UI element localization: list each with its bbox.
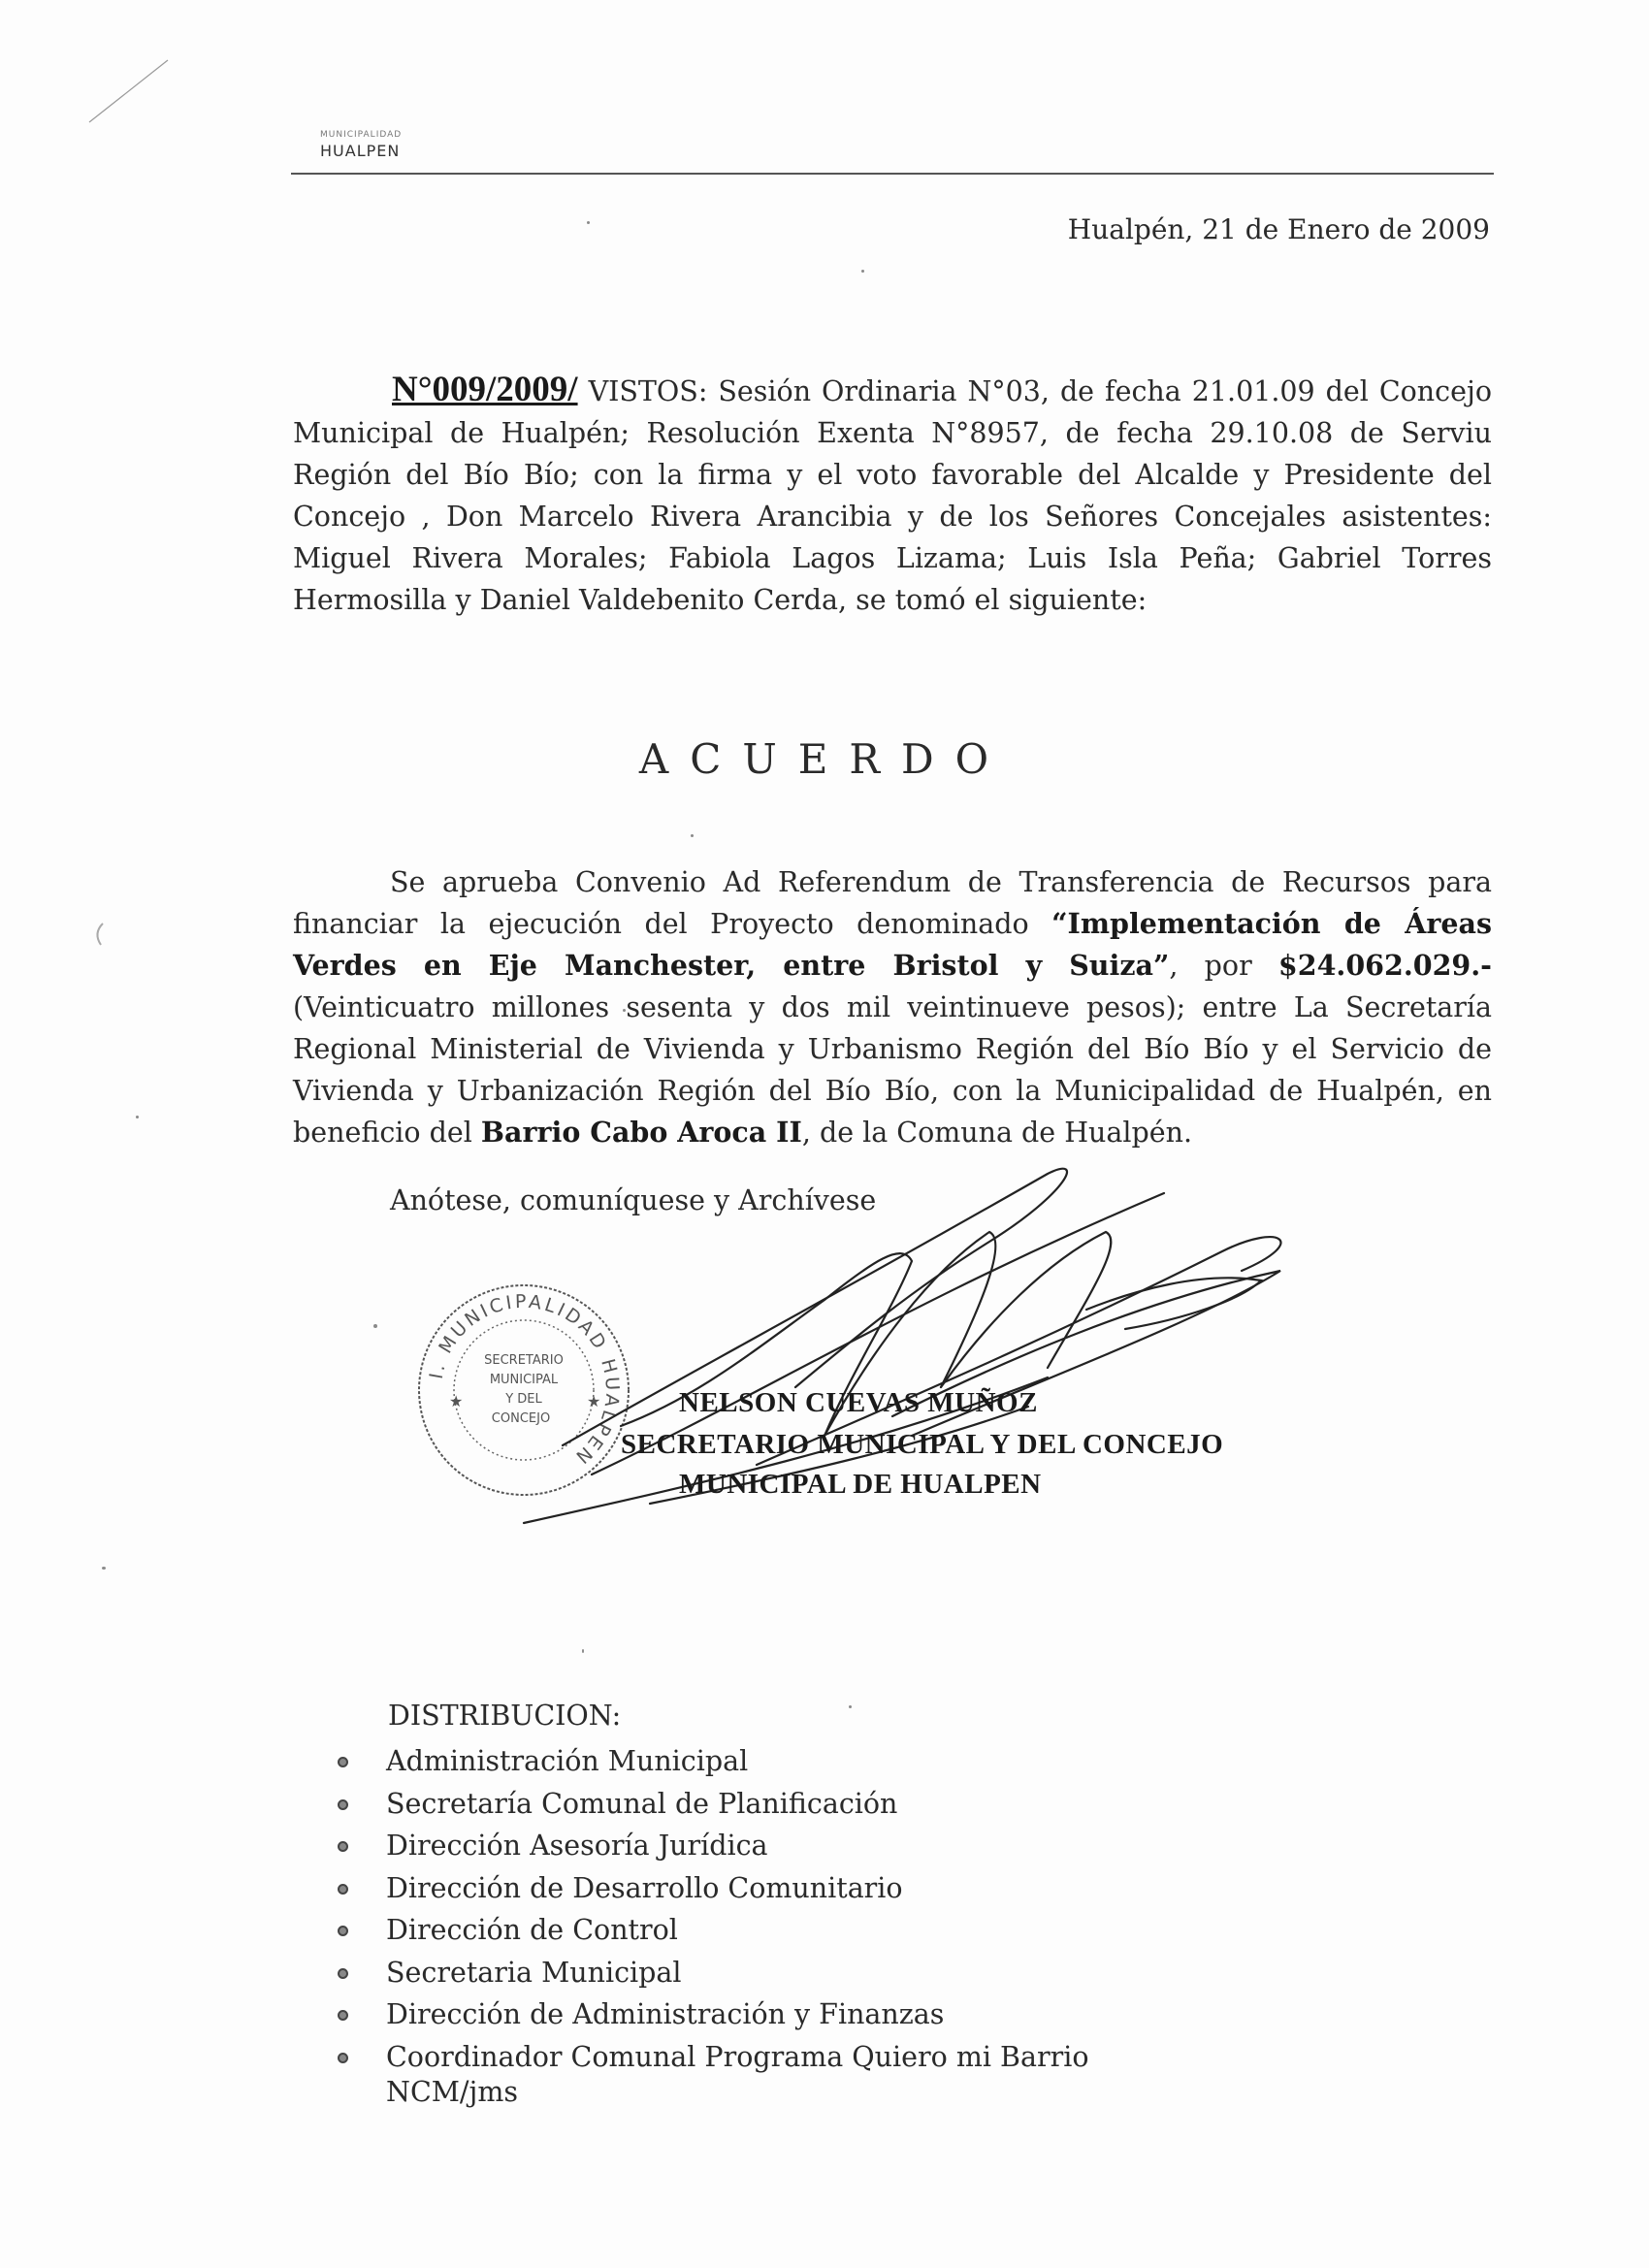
bullet-icon (338, 2053, 348, 2063)
vistos-paragraph (293, 369, 1492, 621)
closing-line: Anótese, comuníquese y Archívese (390, 1184, 877, 1216)
scan-speck (373, 1324, 377, 1328)
document-date: Hualpén, 21 de Enero de 2009 (1067, 213, 1490, 245)
author-initials: NCM/jms (386, 2076, 519, 2108)
scan-speck (861, 270, 864, 273)
scan-speck (136, 1116, 139, 1118)
distribution-list (338, 1740, 1089, 2078)
distribution-item: Administración Municipal (338, 1740, 1089, 1783)
bullet-icon (338, 1799, 348, 1810)
scan-speck (691, 834, 694, 837)
distribution-item: Secretaria Municipal (338, 1952, 1089, 1994)
seal-line-1: SECRETARIO (484, 1353, 564, 1368)
agreement-text-4: , de la Comuna de Hualpén. (801, 1117, 1193, 1149)
distribution-item: Coordinador Comunal Programa Quiero mi Barrio (338, 2036, 1089, 2079)
signer-title: SECRETARIO MUNICIPAL Y DEL CONCEJO (621, 1429, 1224, 1460)
scan-speck (849, 1705, 852, 1708)
agreement-text-3: (Veinticuatro millones sesenta y dos mil veintinueve pesos); entre La Secretaría Regional Ministerial de Vivienda y Urbanismo Región del Bío Bío y el Servicio de Vivienda y Urbanización Región del Bío Bío, con la Municipalidad de Hualpén, en beneficio del (293, 991, 1492, 1149)
project-amount: $24.062.029.- (1277, 949, 1492, 982)
header-divider (291, 173, 1494, 175)
seal-star-icon: ★ (587, 1392, 601, 1410)
handwritten-signature (504, 1154, 1300, 1562)
acuerdo-heading: ACUERDO (638, 735, 1011, 783)
seal-star-icon: ★ (449, 1392, 464, 1410)
scan-mark (89, 920, 128, 958)
bullet-icon (338, 1757, 348, 1767)
scan-mark (85, 58, 173, 126)
seal-line-4: CONCEJO (491, 1411, 551, 1426)
distribution-item: Dirección de Control (338, 1909, 1089, 1952)
distribution-item: Dirección de Desarrollo Comunitario (338, 1867, 1089, 1910)
bullet-icon (338, 1884, 348, 1895)
bullet-icon (338, 2010, 348, 2021)
seal-line-3: Y DEL (505, 1392, 542, 1407)
distribution-item: Secretaría Comunal de Planificación (338, 1783, 1089, 1826)
header-logo: HUALPEN (320, 142, 401, 160)
distribution-item: Dirección Asesoría Jurídica (338, 1825, 1089, 1867)
bullet-icon (338, 1968, 348, 1979)
agreement-paragraph (293, 861, 1492, 1153)
vistos-text: VISTOS: Sesión Ordinaria N°03, de fecha 21.01.09 del Concejo Municipal de Hualpén; Resolución Exenta N°8957, de fecha 29.10.08 de Serviu Región del Bío Bío; con la firma y el voto favorable del Alcalde y Presidente del Concejo , Don Marcelo Rivera Arancibia y de los Señores Concejales asistentes: Miguel Rivera Morales; Fabiola Lagos Lizama; Luis Isla Peña; Gabriel Torres Hermosilla y Daniel Valdebenito Cerda, se tomó el siguiente: (293, 375, 1492, 616)
agreement-text-2: , por (1169, 950, 1278, 982)
signer-name: NELSON CUEVAS MUÑOZ (679, 1387, 1038, 1418)
scan-speck (102, 1567, 106, 1570)
resolution-number: N°009/2009/ (392, 370, 578, 409)
signer-title-2: MUNICIPAL DE HUALPEN (679, 1469, 1042, 1500)
seal-ring-text: I. MUNICIPALIDAD HUALPEN (425, 1290, 624, 1470)
bullet-icon (338, 1841, 348, 1852)
agreement-text-1: Se aprueba Convenio Ad Referendum de Transferencia de Recursos para financiar la ejecución del Proyecto denominado (293, 866, 1492, 940)
scan-speck (587, 221, 590, 224)
distribution-title: DISTRIBUCION: (388, 1700, 622, 1732)
project-name: “Implementación de Áreas Verdes en Eje Manchester, entre Bristol y Suiza” (293, 907, 1493, 982)
bullet-icon (338, 1926, 348, 1936)
seal-line-2: MUNICIPAL (489, 1373, 559, 1387)
distribution-item: Dirección de Administración y Finanzas (338, 1993, 1089, 2036)
header-municipality-small: MUNICIPALIDAD (320, 130, 403, 140)
neighborhood-name: Barrio Cabo Aroca II (480, 1116, 802, 1149)
scan-speck (582, 1649, 584, 1653)
